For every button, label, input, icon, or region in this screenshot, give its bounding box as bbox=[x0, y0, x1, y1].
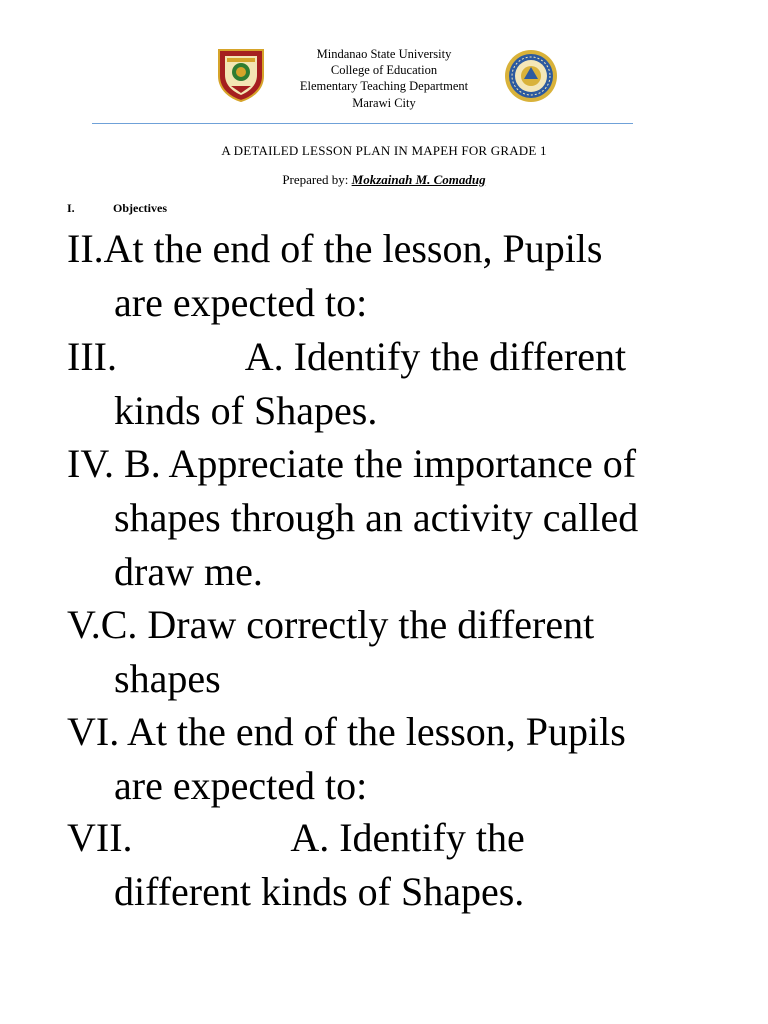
list-item-line: VII. A. Identify the bbox=[67, 815, 525, 860]
college-seal-icon bbox=[504, 49, 558, 103]
list-item bbox=[67, 705, 739, 813]
institution-header bbox=[234, 46, 534, 111]
college-name: College of Education bbox=[330, 63, 438, 78]
header-divider bbox=[92, 123, 633, 124]
author-name: Mokzainah M. Comadug bbox=[351, 172, 486, 187]
list-item-line: VI. At the end of the lesson, Pupils bbox=[67, 709, 626, 754]
prepared-by-label: Prepared by: bbox=[282, 172, 352, 187]
list-item bbox=[67, 598, 739, 706]
prepared-by bbox=[0, 172, 768, 188]
list-item-line: kinds of Shapes. bbox=[114, 388, 378, 433]
list-item-line: shapes bbox=[114, 656, 221, 701]
section-number: I. bbox=[67, 201, 75, 215]
city-name: Marawi City bbox=[352, 95, 416, 110]
list-item bbox=[67, 437, 739, 599]
list-item-line: draw me. bbox=[114, 549, 263, 594]
list-item bbox=[67, 811, 739, 919]
document-title: A DETAILED LESSON PLAN IN MAPEH FOR GRADE 1 bbox=[221, 143, 547, 158]
list-item-line: V.C. Draw correctly the different bbox=[67, 602, 595, 647]
list-item-line: II.At the end of the lesson, Pupils bbox=[67, 226, 603, 271]
list-item bbox=[67, 330, 739, 438]
section-heading bbox=[67, 201, 167, 216]
list-item-line: shapes through an activity called bbox=[114, 495, 639, 540]
list-item bbox=[67, 222, 739, 330]
section-label: Objectives bbox=[113, 201, 167, 215]
list-item-line: different kinds of Shapes. bbox=[114, 869, 525, 914]
list-item-line: III. A. Identify the different bbox=[67, 334, 627, 379]
university-name: Mindanao State University bbox=[316, 47, 452, 61]
list-item-line: IV. B. Appreciate the importance of bbox=[67, 441, 637, 486]
department-name: Elementary Teaching Department bbox=[299, 79, 469, 94]
list-item-line: are expected to: bbox=[114, 763, 368, 808]
list-item-line: are expected to: bbox=[114, 280, 368, 325]
